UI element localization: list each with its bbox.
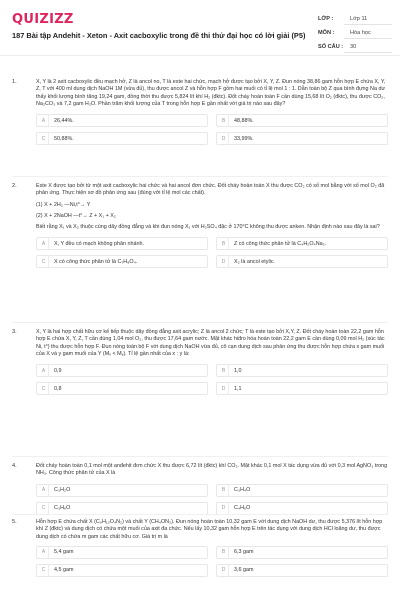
option-letter: D [219, 383, 229, 394]
question-number: 4. [12, 463, 17, 469]
question-3 [12, 329, 388, 395]
option-text: C₃H₆O [54, 505, 71, 512]
option-letter: B [219, 365, 229, 376]
meta-info [318, 12, 392, 54]
option-text: 5,4 gam [54, 549, 74, 556]
option-text: C₃H₂O [54, 487, 71, 494]
option-c[interactable] [36, 132, 208, 145]
option-d[interactable] [216, 564, 388, 577]
option-c[interactable] [36, 382, 208, 395]
option-letter: D [219, 503, 229, 514]
options-grid [36, 484, 388, 515]
option-letter: B [219, 485, 229, 496]
option-b[interactable] [216, 546, 388, 559]
option-d[interactable] [216, 382, 388, 395]
question-text [36, 519, 388, 541]
option-text: 4,5 gam [54, 567, 74, 574]
question-number: 1. [12, 79, 17, 85]
option-letter: A [39, 238, 49, 249]
option-d[interactable] [216, 255, 388, 268]
option-b[interactable] [216, 484, 388, 497]
option-text: X₂ là ancol etylic. [234, 258, 276, 265]
meta-key: MÔN : [318, 30, 335, 36]
option-text: C₃H₄O [234, 487, 251, 494]
question-paragraph: Đốt cháy hoàn toàn 0,1 mol một anđehit đơn chức X thu được 6,72 lít (đktc) khí CO₂. Mặt khác 0,1 mol X tác dụng vừa đủ với 0,3 mol AgNO₃ trong NH₃. Công thức phân tử của X là [36, 463, 388, 477]
option-text: X có công thức phân tử là C₇H₈O₄. [54, 258, 138, 265]
question-text [36, 183, 388, 231]
question-text [36, 463, 388, 478]
question-number: 5. [12, 519, 17, 525]
option-letter: A [39, 115, 49, 126]
meta-key: LỚP : [318, 16, 334, 22]
options-grid [36, 114, 388, 145]
option-text: 26,44%. [54, 117, 74, 124]
option-b[interactable] [216, 237, 388, 250]
option-d[interactable] [216, 132, 388, 145]
option-c[interactable] [36, 502, 208, 515]
question-paragraph: Este X được tạo bởi từ một axit cacboxylic hai chức và hai ancol đơn chức. Đốt cháy hoàn toàn X thu được CO₂ có số mol bằng với số mol O₂ đã phản ứng. Thực hiện sơ đồ phản ứng sau (đúng với tỉ lệ mol các chất). [36, 183, 385, 197]
option-text: X, Y đều có mạch không phân nhánh. [54, 240, 145, 247]
question-paragraph: X, Y là 2 axit cacboxylic đều mạch hở, Z là ancol no, T là este hai chức, mạch hở được tạo bởi X, Y, Z. Đun nóng 38,86 gam hỗn hợp E chứa X, Y, Z, T với 400 ml dung dịch NaOH 1M (vừa đủ), thu được ancol Z và hỗn hợp F gồm hai muối có tỉ lệ mol 1 : 1. Dẫn toàn bộ Z qua bình đựng Na dư thấy khối lượng bình tăng 19,24 gam, đồng thời thu được 5,824 lít khí H₂ (đktc). Đốt cháy hoàn toàn F cần dùng 15,68 lít O₂ (đktc), thu được CO₂, Na₂CO₃ và 7,2 gam H₂O. Phần trăm khối lượng của T trong hỗn hợp E gần nhất với giá trị nào sau đây? [36, 79, 386, 107]
option-a[interactable] [36, 237, 208, 250]
option-text: 1,1 [234, 385, 242, 392]
option-a[interactable] [36, 364, 208, 377]
option-letter: B [219, 547, 229, 558]
option-c[interactable] [36, 564, 208, 577]
option-a[interactable] [36, 484, 208, 497]
option-letter: C [39, 503, 49, 514]
question-paragraph: Hỗn hợp E chứa chất X (C₅H₁₂O₄N₂) và chất Y (CH₄ON₂). Đun nóng hoàn toàn 10,32 gam E với dung dịch NaOH dư, thu được 5,376 lít hỗn hợp khí Z (đktc) và dung dịch có chứa một muối của axit đa chức. Nếu lấy 10,32 gam hỗn hợp E trên tác dụng với dung dịch HCl loãng dư, thu được dung dịch có chứa m gam các chất hữu cơ. Giá trị m là [36, 519, 383, 540]
option-letter: B [219, 115, 229, 126]
option-letter: A [39, 547, 49, 558]
option-text: 50,88%. [54, 135, 74, 142]
options-grid [36, 237, 388, 268]
question-2 [12, 183, 388, 268]
option-letter: C [39, 565, 49, 576]
option-letter: C [39, 383, 49, 394]
question-paragraph: X, Y là hai hợp chất hữu cơ kế tiếp thuộc dãy đồng đẳng axit acrylic; Z là ancol 2 chức; T là este tạo bởi X,Y, Z. Đốt cháy hoàn toàn 22,2 gam hỗn hợp E chứa X, Y, Z, T cần dùng 1,04 mol O₂, thu được 17,64 gam nước. Mặt khác hiđro hóa hoàn toàn 22,2 gam E cần dùng 0,09 mol H₂ (xúc tác Ni, t°) thu được hỗn hợp F. Đun nóng toàn bộ F với dung dịch NaOH vừa đủ, cô cạn dung dịch sau phản ứng thu được hỗn hợp chứa x gam muối của X và y gam muối của Y (Mₓ < Mᵧ). Tỉ lệ gần nhất của x : y là: [36, 329, 385, 357]
option-text: 6,3 gam [234, 549, 254, 556]
options-grid [36, 546, 388, 577]
option-a[interactable] [36, 114, 208, 127]
meta-row-subject [318, 26, 392, 40]
option-text: 3,6 gam [234, 567, 254, 574]
option-letter: C [39, 256, 49, 267]
meta-row-grade [318, 12, 392, 26]
reaction-1: (1) X + 2H₂ —Ni,t°→ Y [36, 201, 91, 208]
question-1 [12, 79, 388, 145]
option-letter: D [219, 133, 229, 144]
question-5 [12, 519, 388, 577]
question-text [36, 329, 388, 358]
option-letter: A [39, 365, 49, 376]
options-grid [36, 364, 388, 395]
option-letter: D [219, 565, 229, 576]
option-letter: D [219, 256, 229, 267]
option-b[interactable] [216, 364, 388, 377]
option-text: Z có công thức phân tử là C₄H₂O₄Na₂. [234, 240, 327, 247]
option-text: 33,99%. [234, 135, 254, 142]
option-letter: C [39, 133, 49, 144]
question-divider [12, 456, 388, 457]
page-title: 187 Bài tập Andehit - Xeton - Axit cacboxylic trong đề thi thử đại học có lời giải (P5) [12, 31, 306, 40]
question-paragraph: Biết rằng X₁ và X₂ thuộc cùng dãy đồng đẳng và khi đun nóng X₁ với H₂SO₄ đặc ở 170°C không thu được anken. Nhận định nào sau đây là sai? [36, 224, 380, 231]
meta-value: 30 [344, 42, 392, 53]
option-b[interactable] [216, 114, 388, 127]
option-text: C₄H₆O [234, 505, 251, 512]
question-number: 2. [12, 183, 17, 189]
question-divider [12, 176, 388, 177]
option-letter: A [39, 485, 49, 496]
header-divider [0, 55, 400, 56]
reaction-2: (2) X + 2NaOH —t°→ Z + X₁ + X₂ [36, 212, 116, 219]
option-letter: B [219, 238, 229, 249]
option-text: 48,88%. [234, 117, 254, 124]
option-text: 0,8 [54, 385, 62, 392]
option-a[interactable] [36, 546, 208, 559]
question-text [36, 79, 388, 108]
option-c[interactable] [36, 255, 208, 268]
meta-value: Hóa học [344, 28, 392, 39]
question-divider [12, 514, 388, 515]
option-text: 0,9 [54, 367, 62, 374]
meta-value: Lớp 11 [344, 14, 392, 25]
question-4 [12, 463, 388, 515]
question-number: 3. [12, 329, 17, 335]
meta-row-count [318, 40, 392, 54]
option-text: 1,0 [234, 367, 242, 374]
question-divider [12, 322, 388, 323]
option-d[interactable] [216, 502, 388, 515]
quizizz-logo: QUIZIZZ [12, 12, 74, 27]
meta-key: SỐ CÂU : [318, 44, 344, 50]
